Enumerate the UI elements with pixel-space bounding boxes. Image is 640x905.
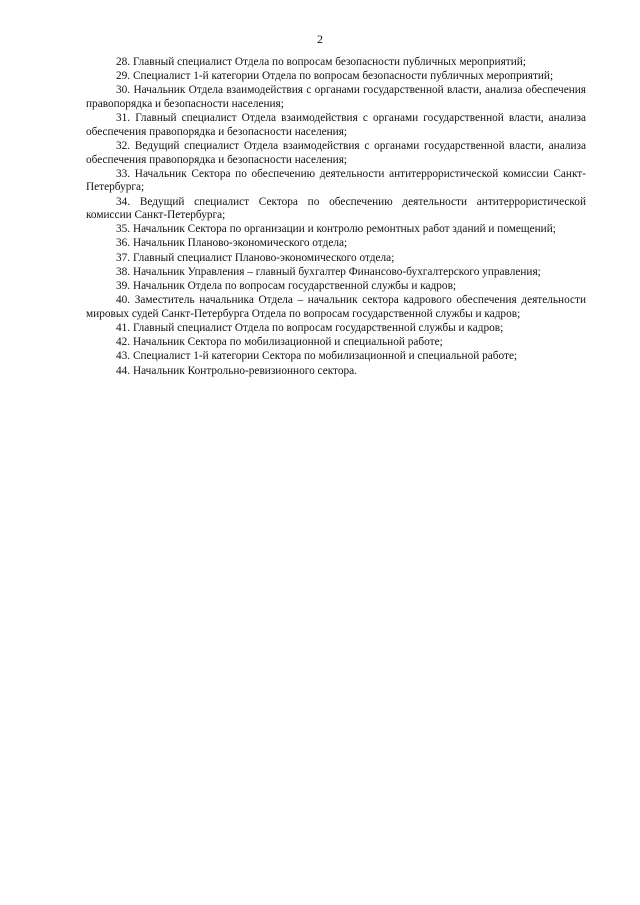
list-item: 44. Начальник Контрольно-ревизионного сектора. <box>116 364 357 377</box>
list-item: 33. Начальник Сектора по обеспечению деятельности антитеррористической комиссии Санкт-Петербурга; <box>86 167 586 194</box>
list-item: 32. Ведущий специалист Отдела взаимодействия с органами государственной власти, анализа обеспечения правопорядка и безопасности населения; <box>86 139 586 166</box>
list-item: 30. Начальник Отдела взаимодействия с органами государственной власти, анализа обеспечения правопорядка и безопасности населения; <box>86 84 586 110</box>
position-list <box>86 56 586 379</box>
list-item: 43. Специалист 1-й категории Сектора по мобилизационной и специальной работе; <box>116 350 518 363</box>
list-item: 42. Начальник Сектора по мобилизационной и специальной работе; <box>116 336 443 349</box>
list-item: 37. Главный специалист Планово-экономического отдела; <box>116 251 395 264</box>
page-number: 2 <box>317 32 323 46</box>
list-item: 31. Главный специалист Отдела взаимодействия с органами государственной власти, анализа обеспечения правопорядка и безопасности населения; <box>86 112 586 138</box>
list-item: 35. Начальник Сектора по организации и контролю ремонтных работ зданий и помещений; <box>116 223 556 236</box>
list-item: 36. Начальник Планово-экономического отдела; <box>116 237 348 250</box>
list-item: 40. Заместитель начальника Отдела – начальник сектора кадрового обеспечения деятельности мировых судей Санкт-Петербурга Отдела по вопросам государственной службы и кадров; <box>86 294 586 320</box>
list-item: 39. Начальник Отдела по вопросам государственной службы и кадров; <box>116 280 457 293</box>
list-item: 41. Главный специалист Отдела по вопросам государственной службы и кадров; <box>116 322 504 334</box>
list-item: 28. Главный специалист Отдела по вопросам безопасности публичных мероприятий; <box>116 56 526 68</box>
list-item: 38. Начальник Управления – главный бухгалтер Финансово-бухгалтерского управления; <box>116 265 541 278</box>
list-item: 34. Ведущий специалист Сектора по обеспечению деятельности антитеррористической комиссии Санкт-Петербурга; <box>86 195 586 222</box>
list-item: 29. Специалист 1-й категории Отдела по вопросам безопасности публичных мероприятий; <box>116 70 554 83</box>
